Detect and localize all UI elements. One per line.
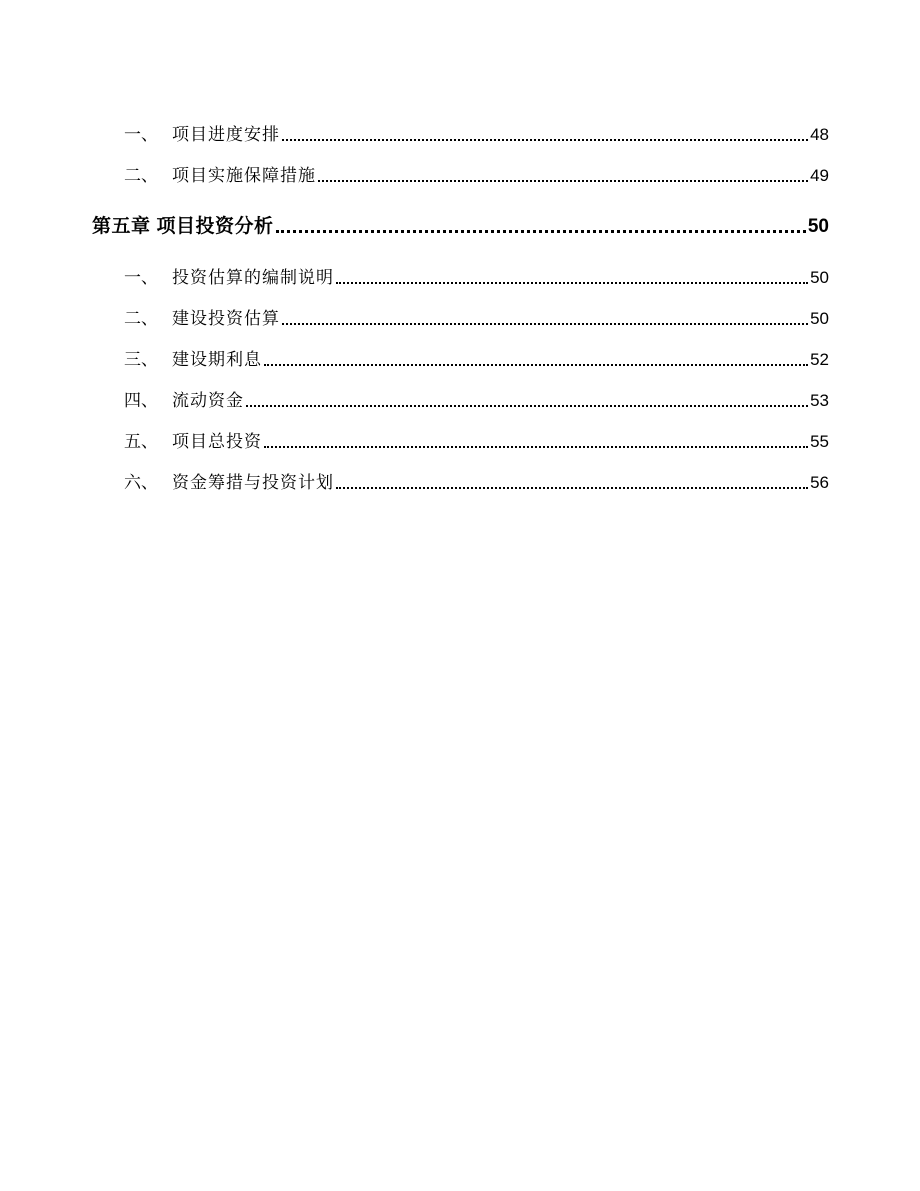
toc-entry-number: 一、 xyxy=(124,268,158,288)
toc-entry-title: 建设期利息 xyxy=(172,350,262,370)
toc-entry-construction-interest[interactable] xyxy=(124,347,829,373)
toc-entry-funding-plan[interactable] xyxy=(124,470,829,496)
toc-entry-number: 二、 xyxy=(124,309,158,329)
toc-entry-page: 52 xyxy=(810,350,829,369)
toc-entry-number: 三、 xyxy=(124,350,158,370)
toc-entry-title: 项目总投资 xyxy=(172,432,262,452)
toc-chapter-5[interactable] xyxy=(92,213,829,239)
toc-entry-number: 二、 xyxy=(124,166,158,186)
toc-entry-title: 建设投资估算 xyxy=(172,309,280,329)
toc-entry-title: 项目实施保障措施 xyxy=(172,166,316,186)
toc-entry-title: 项目进度安排 xyxy=(172,125,280,145)
toc-entry-number: 六、 xyxy=(124,473,158,493)
toc-entry-total-investment[interactable] xyxy=(124,429,829,455)
toc-entry-safeguard-measures[interactable] xyxy=(124,163,829,189)
toc-entry-progress-schedule[interactable] xyxy=(124,122,829,148)
dot-leader xyxy=(264,364,808,366)
dot-leader xyxy=(318,180,808,182)
dot-leader xyxy=(282,323,808,325)
dot-leader xyxy=(336,487,808,489)
toc-entry-page: 53 xyxy=(810,391,829,410)
toc-chapter-title: 项目投资分析 xyxy=(156,215,274,237)
toc-entry-page: 55 xyxy=(810,432,829,451)
toc-entry-page: 56 xyxy=(810,473,829,492)
toc-entry-working-capital[interactable] xyxy=(124,388,829,414)
dot-leader xyxy=(276,230,806,233)
dot-leader xyxy=(264,446,808,448)
toc-chapter-page: 50 xyxy=(807,216,829,237)
dot-leader xyxy=(282,139,808,141)
toc-entry-page: 50 xyxy=(810,268,829,287)
toc-entry-title: 投资估算的编制说明 xyxy=(172,268,334,288)
toc-entry-page: 49 xyxy=(810,166,829,185)
toc-entry-page: 50 xyxy=(810,309,829,328)
toc-chapter-label: 第五章 xyxy=(92,215,151,237)
toc-entry-title: 流动资金 xyxy=(172,391,244,411)
toc-entry-number: 一、 xyxy=(124,125,158,145)
toc-entry-number: 五、 xyxy=(124,432,158,452)
toc-entry-construction-investment[interactable] xyxy=(124,306,829,332)
toc-entry-number: 四、 xyxy=(124,391,158,411)
toc-entry-estimate-notes[interactable] xyxy=(124,265,829,291)
toc-entry-title: 资金筹措与投资计划 xyxy=(172,473,334,493)
toc-entry-page: 48 xyxy=(810,125,829,144)
dot-leader xyxy=(246,405,808,407)
dot-leader xyxy=(336,282,808,284)
